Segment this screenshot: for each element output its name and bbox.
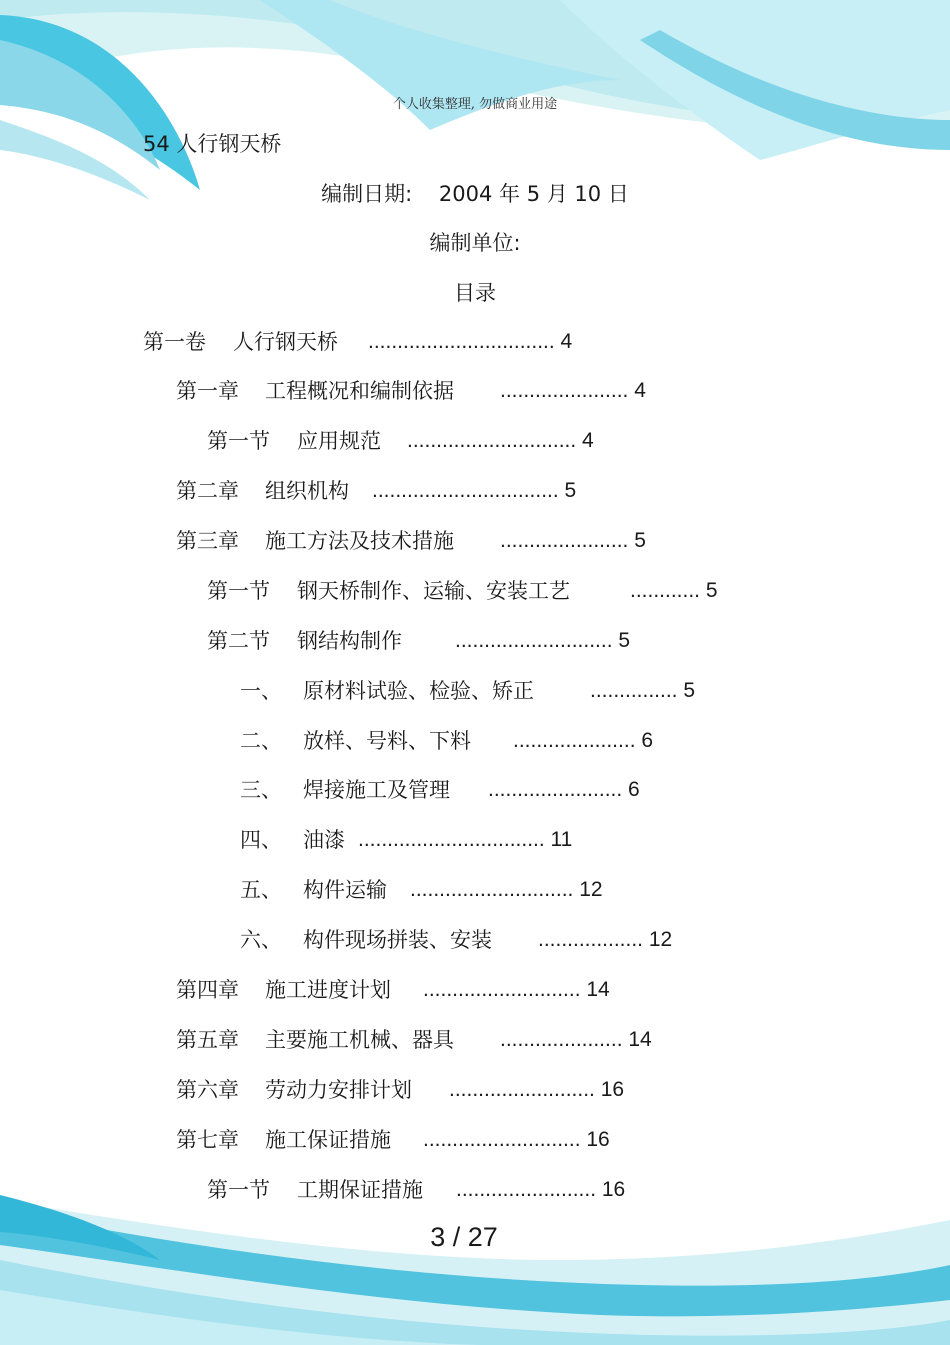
- toc-entry-title: 原材料试验、检验、矫正: [303, 679, 534, 703]
- toc-entry-number: 第五章: [176, 1028, 239, 1052]
- toc-entry[interactable]: [0, 426, 950, 456]
- toc-entry-page: 16: [596, 1178, 626, 1201]
- toc-entry-number: 第四章: [176, 978, 239, 1002]
- toc-entry-leader-and-page: [630, 576, 718, 606]
- toc-entry[interactable]: [0, 327, 950, 357]
- toc-entry[interactable]: [0, 476, 950, 506]
- toc-entry-title: 构件现场拼装、安装: [303, 928, 492, 952]
- toc-entry-leader-and-page: [488, 775, 640, 805]
- toc-entry-page: 11: [544, 828, 573, 851]
- toc-entry-page: 14: [580, 978, 610, 1001]
- compile-date: 编制日期: 2004 年 5 月 10 日: [321, 182, 629, 206]
- toc-entry-title: 应用规范: [297, 429, 381, 453]
- toc-entry[interactable]: [0, 726, 950, 756]
- toc-entry-title: 组织机构: [265, 479, 349, 503]
- toc-entry-leader-and-page: [423, 1125, 610, 1155]
- toc-entry-number: 第六章: [176, 1078, 239, 1102]
- toc-entry-leader-and-page: [500, 1025, 652, 1055]
- toc-entry-number: 第二节: [207, 629, 270, 653]
- toc-entry[interactable]: [0, 975, 950, 1005]
- toc-entry-leader: ......................: [500, 379, 629, 402]
- toc-entry-title: 钢结构制作: [297, 629, 402, 653]
- toc-entry-leader-and-page: [500, 526, 646, 556]
- toc-entry-title: 施工方法及技术措施: [265, 529, 454, 553]
- toc-entry-number: 第一卷: [143, 330, 206, 354]
- toc-entry-number: 四、: [240, 828, 282, 852]
- toc-entry-page: 5: [612, 629, 631, 652]
- toc-entry-leader-and-page: [500, 376, 646, 406]
- toc-entry-title: 钢天桥制作、运输、安装工艺: [297, 579, 570, 603]
- toc-entry-leader: .....................: [500, 1028, 623, 1051]
- toc-entry-number: 二、: [240, 729, 282, 753]
- toc-entry-leader-and-page: [449, 1075, 624, 1105]
- toc-entry-leader-and-page: [410, 875, 603, 905]
- toc-entry[interactable]: [0, 1175, 950, 1205]
- toc-entry-leader-and-page: [456, 1175, 625, 1205]
- toc-entry[interactable]: [0, 825, 950, 855]
- toc-entry[interactable]: [0, 376, 950, 406]
- toc-entry[interactable]: [0, 626, 950, 656]
- toc-entry-number: 第一节: [207, 579, 270, 603]
- document-title: 54 人行钢天桥: [143, 132, 282, 156]
- toc-entry-leader: .......................: [488, 778, 623, 801]
- toc-entry-number: 第一节: [207, 429, 270, 453]
- toc-entry-leader-and-page: [368, 327, 572, 357]
- toc-entry-page: 16: [580, 1128, 610, 1151]
- toc-entry-title: 焊接施工及管理: [303, 778, 450, 802]
- toc-entry-title: 放样、号料、下料: [303, 729, 471, 753]
- toc-entry-leader: ...............: [590, 679, 678, 702]
- compile-unit: 编制单位:: [429, 231, 521, 255]
- toc-entry-number: 五、: [240, 878, 282, 902]
- toc-entry[interactable]: [0, 925, 950, 955]
- toc-entry-title: 构件运输: [303, 878, 387, 902]
- toc-entry-leader: ...........................: [423, 1128, 581, 1151]
- toc-entry-leader: ..................: [538, 928, 644, 951]
- toc-entry-title: 施工保证措施: [265, 1128, 391, 1152]
- toc-entry-page: 4: [554, 330, 573, 353]
- toc-entry-leader: .............................: [407, 429, 577, 452]
- toc-entry-leader: ...........................: [423, 978, 581, 1001]
- toc-entry-leader-and-page: [358, 825, 572, 855]
- toc-entry-title: 施工进度计划: [265, 978, 391, 1002]
- toc-entry-page: 6: [622, 778, 640, 801]
- toc-entry[interactable]: [0, 576, 950, 606]
- toc-entry-page: 5: [628, 529, 646, 552]
- toc-entry-leader-and-page: [513, 726, 653, 756]
- toc-entry[interactable]: [0, 1025, 950, 1055]
- toc-entry-leader-and-page: [407, 426, 594, 456]
- toc-entry-number: 第七章: [176, 1128, 239, 1152]
- toc-entry-leader: ................................: [372, 479, 559, 502]
- toc-entry-leader: ...........................: [455, 629, 613, 652]
- toc-entry-number: 六、: [240, 928, 282, 952]
- toc-entry-leader: ........................: [456, 1178, 597, 1201]
- toc-entry-page: 12: [573, 878, 603, 901]
- toc-entry-leader-and-page: [423, 975, 610, 1005]
- watermark-text: 个人收集整理, 勿做商业用途: [392, 97, 558, 112]
- toc-entry-title: 主要施工机械、器具: [265, 1028, 454, 1052]
- toc-entry-number: 一、: [240, 679, 282, 703]
- toc-entry[interactable]: [0, 875, 950, 905]
- toc-entry-number: 第一节: [207, 1178, 270, 1202]
- toc-entry-leader: .....................: [513, 729, 636, 752]
- toc-entry-title: 人行钢天桥: [233, 330, 338, 354]
- toc-entry-page: 14: [622, 1028, 652, 1051]
- toc-entry-page: 4: [628, 379, 646, 402]
- toc-entry-number: 第一章: [176, 379, 239, 403]
- toc-heading: 目录: [454, 281, 496, 305]
- toc-entry-leader: ................................: [368, 330, 555, 353]
- toc-entry[interactable]: [0, 1125, 950, 1155]
- toc-entry-page: 16: [594, 1078, 625, 1101]
- toc-entry-page: 5: [700, 579, 718, 602]
- toc-entry[interactable]: [0, 676, 950, 706]
- toc-entry-leader-and-page: [372, 476, 576, 506]
- toc-entry-title: 油漆: [303, 828, 345, 852]
- toc-entry-page: 5: [558, 479, 577, 502]
- toc-entry-page: 5: [677, 679, 696, 702]
- toc-entry-page: 12: [643, 928, 673, 951]
- toc-entry-leader: .........................: [449, 1078, 595, 1101]
- page-number: 3 / 27: [430, 1222, 498, 1252]
- toc-entry-leader: ............................: [410, 878, 574, 901]
- toc-entry-page: 6: [635, 729, 654, 752]
- toc-entry[interactable]: [0, 1075, 950, 1105]
- toc-entry-title: 工期保证措施: [297, 1178, 423, 1202]
- toc-entry-number: 第三章: [176, 529, 239, 553]
- toc-entry-leader-and-page: [538, 925, 672, 955]
- toc-entry-title: 工程概况和编制依据: [265, 379, 454, 403]
- toc-entry-title: 劳动力安排计划: [265, 1078, 412, 1102]
- toc-entry-leader: ......................: [500, 529, 629, 552]
- toc-entry-leader: ............: [630, 579, 701, 602]
- toc-entry-page: 4: [576, 429, 594, 452]
- toc-entry-number: 三、: [240, 778, 282, 802]
- toc-entry-number: 第二章: [176, 479, 239, 503]
- toc-entry-leader: ................................: [358, 828, 545, 851]
- toc-entry[interactable]: [0, 775, 950, 805]
- toc-entry-leader-and-page: [455, 626, 630, 656]
- toc-entry[interactable]: [0, 526, 950, 556]
- toc-entry-leader-and-page: [590, 676, 695, 706]
